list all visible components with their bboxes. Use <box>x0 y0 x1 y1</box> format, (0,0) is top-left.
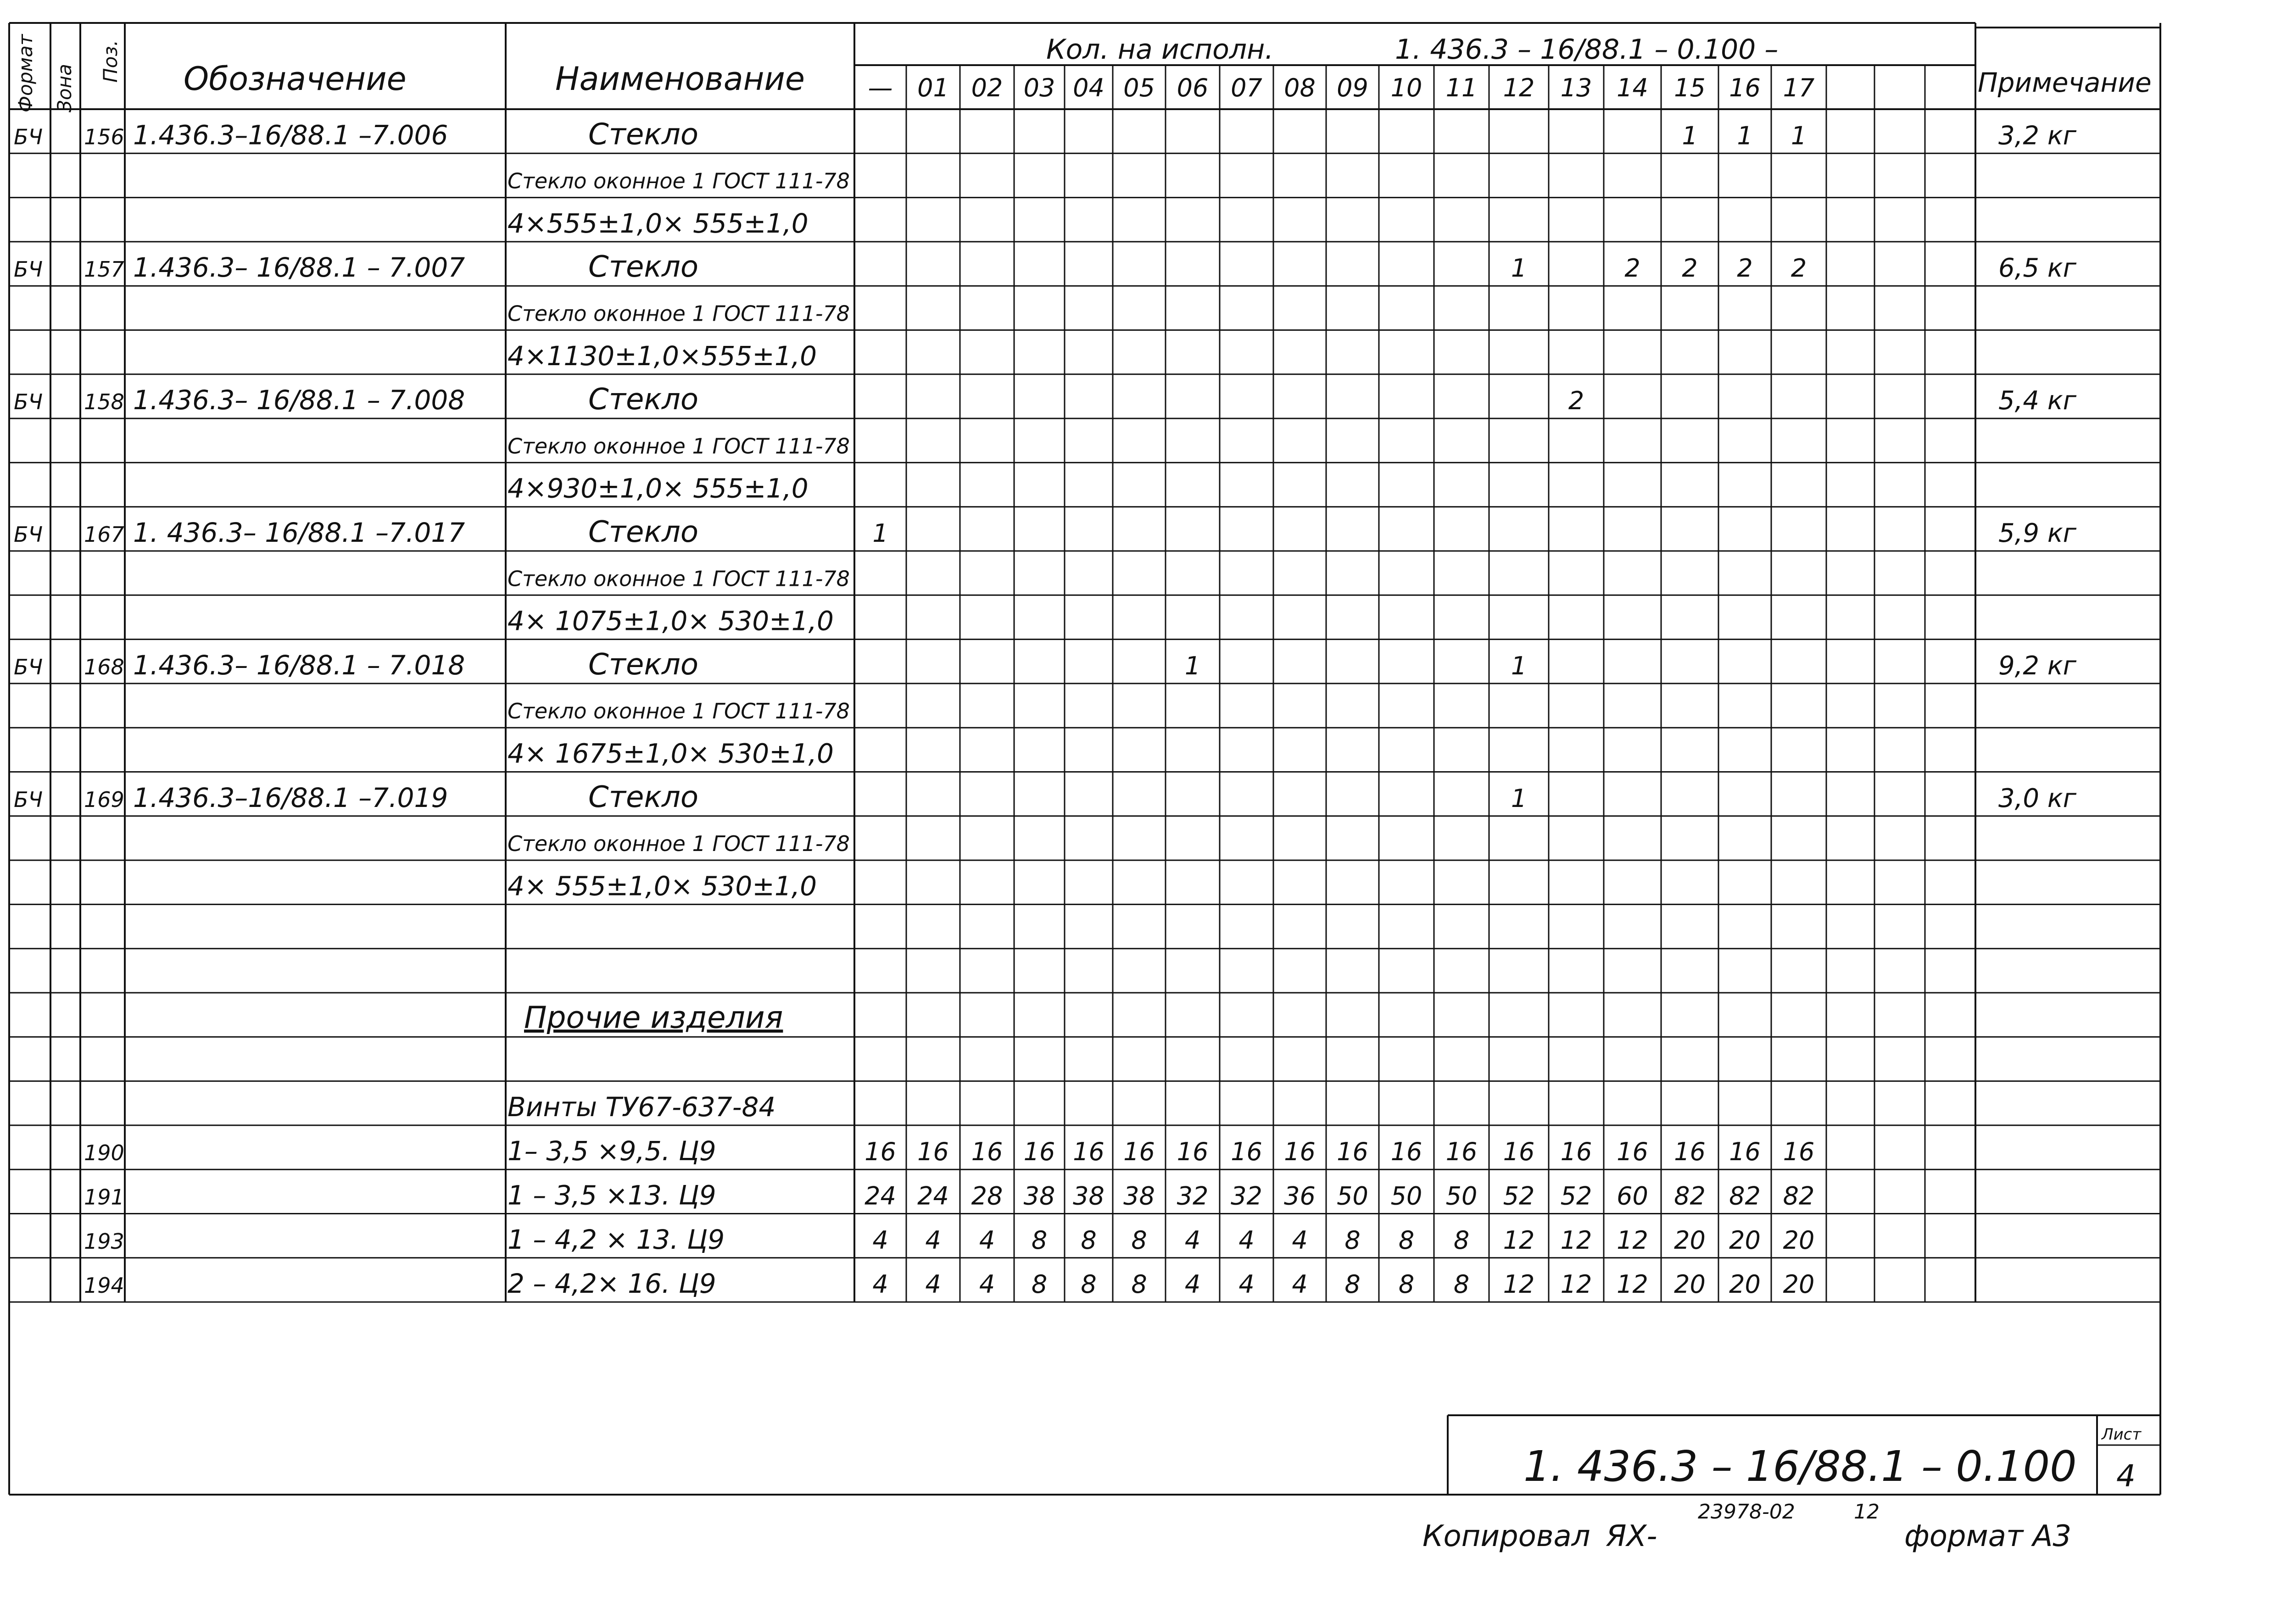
row-quantity: 20 <box>1729 1225 1761 1255</box>
row-note: 3,0 кг <box>1998 783 2077 813</box>
row-position: 194 <box>84 1273 124 1298</box>
row-quantity: 16 <box>1617 1137 1648 1167</box>
footer-copied: Копировал <box>1422 1519 1590 1553</box>
row-position: 191 <box>84 1185 124 1210</box>
row-position: 190 <box>84 1140 124 1166</box>
row-format: БЧ <box>14 124 43 150</box>
row-quantity: 52 <box>1560 1181 1592 1211</box>
spec-rows <box>14 117 2077 1299</box>
row-quantity: 32 <box>1231 1181 1262 1211</box>
row-quantity: 1 <box>1682 121 1698 150</box>
row-name: Прочие изделия <box>524 1000 783 1035</box>
version-label: — <box>868 73 893 102</box>
header-qty-title: Кол. на исполн. <box>1046 33 1274 66</box>
version-label: 07 <box>1231 73 1262 102</box>
row-quantity: 4 <box>1184 1225 1201 1255</box>
row-quantity: 16 <box>1284 1137 1316 1167</box>
row-name: 4×1130±1,0×555±1,0 <box>508 340 817 372</box>
row-quantity: 20 <box>1674 1270 1706 1299</box>
row-quantity: 4 <box>872 1225 888 1255</box>
row-quantity: 16 <box>1503 1137 1535 1167</box>
sheet-label: Лист <box>2102 1425 2142 1444</box>
row-quantity: 4 <box>925 1270 941 1299</box>
version-label: 14 <box>1617 73 1648 102</box>
row-name: 4×930±1,0× 555±1,0 <box>508 473 809 504</box>
row-quantity: 16 <box>1123 1137 1155 1167</box>
row-name: 1 – 4,2 × 13. Ц9 <box>508 1224 725 1255</box>
row-quantity: 16 <box>1073 1137 1104 1167</box>
row-quantity: 28 <box>971 1181 1003 1211</box>
header-name: Наименование <box>555 60 805 98</box>
row-format: БЧ <box>14 257 43 282</box>
row-position: 193 <box>84 1229 124 1254</box>
row-quantity: 8 <box>1453 1225 1470 1255</box>
row-position: 158 <box>84 389 124 415</box>
row-quantity: 12 <box>1503 1270 1535 1299</box>
header-note: Примечание <box>1978 67 2152 98</box>
version-label: 15 <box>1674 73 1706 102</box>
row-quantity: 4 <box>1238 1225 1255 1255</box>
header-format: Формат <box>14 34 37 112</box>
row-quantity: 8 <box>1131 1270 1147 1299</box>
row-quantity: 16 <box>917 1137 949 1167</box>
row-note: 9,2 кг <box>1998 651 2077 681</box>
row-quantity: 8 <box>1344 1270 1361 1299</box>
row-designation: 1. 436.3– 16/88.1 –7.017 <box>133 517 465 548</box>
row-quantity: 1 <box>1184 651 1201 680</box>
version-label: 02 <box>971 73 1003 102</box>
row-quantity: 1 <box>1511 784 1527 813</box>
version-label: 17 <box>1783 73 1815 102</box>
title-block-code: 1. 436.3 – 16/88.1 – 0.100 <box>1523 1442 2077 1491</box>
row-quantity: 2 <box>1624 254 1640 283</box>
row-quantity: 2 <box>1737 254 1753 283</box>
row-quantity: 16 <box>1445 1137 1478 1167</box>
row-quantity: 24 <box>917 1181 949 1211</box>
row-name: Стекло оконное 1 ГОСТ 111-78 <box>508 168 850 194</box>
row-quantity: 4 <box>1292 1225 1308 1255</box>
row-quantity: 12 <box>1617 1270 1648 1299</box>
row-name: 4× 1075±1,0× 530±1,0 <box>508 605 834 637</box>
row-quantity: 24 <box>865 1181 896 1211</box>
row-quantity: 16 <box>1783 1137 1815 1167</box>
row-name: Стекло оконное 1 ГОСТ 111-78 <box>508 566 850 591</box>
row-quantity: 38 <box>1123 1181 1155 1211</box>
row-quantity: 4 <box>979 1225 995 1255</box>
row-quantity: 16 <box>1729 1137 1761 1167</box>
row-quantity: 1 <box>872 519 888 548</box>
version-label: 16 <box>1729 73 1761 102</box>
footer-order-suffix: 12 <box>1854 1500 1880 1524</box>
row-position: 167 <box>84 522 124 547</box>
version-label: 09 <box>1337 73 1368 102</box>
row-name: 4×555±1,0× 555±1,0 <box>508 207 809 239</box>
version-label: 10 <box>1390 73 1422 102</box>
version-label: 12 <box>1503 73 1535 102</box>
version-header-row <box>868 73 1815 102</box>
row-format: БЧ <box>14 654 43 679</box>
row-designation: 1.436.3– 16/88.1 – 7.007 <box>133 252 465 284</box>
row-quantity: 8 <box>1031 1225 1048 1255</box>
footer-initials: ЯХ- <box>1606 1519 1657 1553</box>
row-quantity: 1 <box>1737 121 1753 150</box>
row-designation: 1.436.3– 16/88.1 – 7.008 <box>133 384 465 416</box>
row-name: Стекло оконное 1 ГОСТ 111-78 <box>508 301 850 326</box>
footer-order: 23978-02 <box>1698 1500 1795 1524</box>
row-position: 168 <box>84 654 124 679</box>
version-label: 04 <box>1073 73 1104 102</box>
row-quantity: 60 <box>1617 1181 1648 1211</box>
row-quantity: 20 <box>1783 1270 1815 1299</box>
row-quantity: 38 <box>1023 1181 1055 1211</box>
row-quantity: 8 <box>1031 1270 1048 1299</box>
row-quantity: 16 <box>1337 1137 1368 1167</box>
row-quantity: 12 <box>1560 1225 1592 1255</box>
row-quantity: 16 <box>1560 1137 1592 1167</box>
row-name: Стекло оконное 1 ГОСТ 111-78 <box>508 434 850 459</box>
row-quantity: 38 <box>1073 1181 1104 1211</box>
row-quantity: 50 <box>1390 1181 1422 1211</box>
header-pos: Поз. <box>99 40 122 83</box>
row-quantity: 2 <box>1568 386 1584 416</box>
row-quantity: 82 <box>1674 1181 1706 1211</box>
row-format: БЧ <box>14 389 43 415</box>
row-quantity: 1 <box>1511 254 1527 283</box>
row-quantity: 16 <box>1023 1137 1055 1167</box>
row-name: 4× 1675±1,0× 530±1,0 <box>508 738 834 769</box>
row-quantity: 20 <box>1729 1270 1761 1299</box>
row-quantity: 16 <box>1177 1137 1209 1167</box>
version-label: 08 <box>1284 73 1316 102</box>
row-note: 3,2 кг <box>1998 121 2077 151</box>
row-quantity: 2 <box>1791 254 1807 283</box>
row-name: 4× 555±1,0× 530±1,0 <box>508 870 817 902</box>
row-designation: 1.436.3–16/88.1 –7.019 <box>133 782 448 813</box>
version-label: 03 <box>1023 73 1055 102</box>
header-zone: Зона <box>53 64 76 112</box>
sheet-number: 4 <box>2116 1458 2136 1494</box>
row-name: Винты ТУ67-637-84 <box>508 1091 776 1123</box>
row-quantity: 12 <box>1617 1225 1648 1255</box>
row-designation: 1.436.3– 16/88.1 – 7.018 <box>133 649 465 681</box>
version-label: 06 <box>1177 73 1209 102</box>
row-note: 5,4 кг <box>1998 386 2077 416</box>
row-name: Стекло оконное 1 ГОСТ 111-78 <box>508 831 850 856</box>
row-quantity: 8 <box>1131 1225 1147 1255</box>
row-format: БЧ <box>14 522 43 547</box>
row-quantity: 4 <box>1184 1270 1201 1299</box>
row-quantity: 2 <box>1682 254 1698 283</box>
row-name: 1– 3,5 ×9,5. Ц9 <box>508 1135 716 1167</box>
row-format: БЧ <box>14 787 43 812</box>
version-label: 05 <box>1123 73 1155 102</box>
row-quantity: 12 <box>1503 1225 1535 1255</box>
row-quantity: 16 <box>865 1137 896 1167</box>
row-position: 157 <box>84 257 124 282</box>
row-position: 156 <box>84 124 124 150</box>
row-quantity: 82 <box>1783 1181 1815 1211</box>
version-label: 01 <box>917 73 949 102</box>
row-quantity: 32 <box>1177 1181 1209 1211</box>
row-quantity: 4 <box>925 1225 941 1255</box>
row-quantity: 52 <box>1503 1181 1535 1211</box>
row-quantity: 16 <box>1390 1137 1422 1167</box>
row-name: Стекло <box>588 647 699 682</box>
row-quantity: 8 <box>1081 1270 1097 1299</box>
row-quantity: 8 <box>1398 1225 1415 1255</box>
row-quantity: 36 <box>1284 1181 1316 1211</box>
row-quantity: 8 <box>1081 1225 1097 1255</box>
row-note: 5,9 кг <box>1998 518 2077 548</box>
row-name: Стекло <box>588 383 699 417</box>
row-quantity: 4 <box>872 1270 888 1299</box>
row-quantity: 1 <box>1511 651 1527 680</box>
row-name: Стекло <box>588 780 699 814</box>
row-name: 1 – 3,5 ×13. Ц9 <box>508 1179 716 1211</box>
row-quantity: 4 <box>1292 1270 1308 1299</box>
row-designation: 1.436.3–16/88.1 –7.006 <box>133 119 448 151</box>
row-quantity: 20 <box>1783 1225 1815 1255</box>
version-label: 11 <box>1445 73 1478 102</box>
row-name: Стекло <box>588 117 699 152</box>
row-name: Стекло оконное 1 ГОСТ 111-78 <box>508 699 850 724</box>
row-quantity: 1 <box>1791 121 1807 150</box>
row-name: 2 – 4,2× 16. Ц9 <box>508 1268 716 1300</box>
row-quantity: 8 <box>1344 1225 1361 1255</box>
row-note: 6,5 кг <box>1998 253 2077 284</box>
row-quantity: 50 <box>1445 1181 1478 1211</box>
row-position: 169 <box>84 787 124 812</box>
row-quantity: 8 <box>1398 1270 1415 1299</box>
header-doc-code: 1. 436.3 – 16/88.1 – 0.100 – <box>1395 33 1779 66</box>
row-quantity: 16 <box>1231 1137 1262 1167</box>
footer-format: формат А3 <box>1904 1519 2072 1553</box>
row-quantity: 16 <box>1674 1137 1706 1167</box>
row-quantity: 4 <box>1238 1270 1255 1299</box>
row-quantity: 82 <box>1729 1181 1761 1211</box>
row-quantity: 16 <box>971 1137 1003 1167</box>
row-quantity: 8 <box>1453 1270 1470 1299</box>
row-quantity: 4 <box>979 1270 995 1299</box>
header-designation: Обозначение <box>184 60 407 98</box>
row-quantity: 20 <box>1674 1225 1706 1255</box>
row-quantity: 50 <box>1337 1181 1368 1211</box>
version-label: 13 <box>1560 73 1592 102</box>
row-name: Стекло <box>588 250 699 284</box>
row-name: Стекло <box>588 515 699 549</box>
row-quantity: 12 <box>1560 1270 1592 1299</box>
